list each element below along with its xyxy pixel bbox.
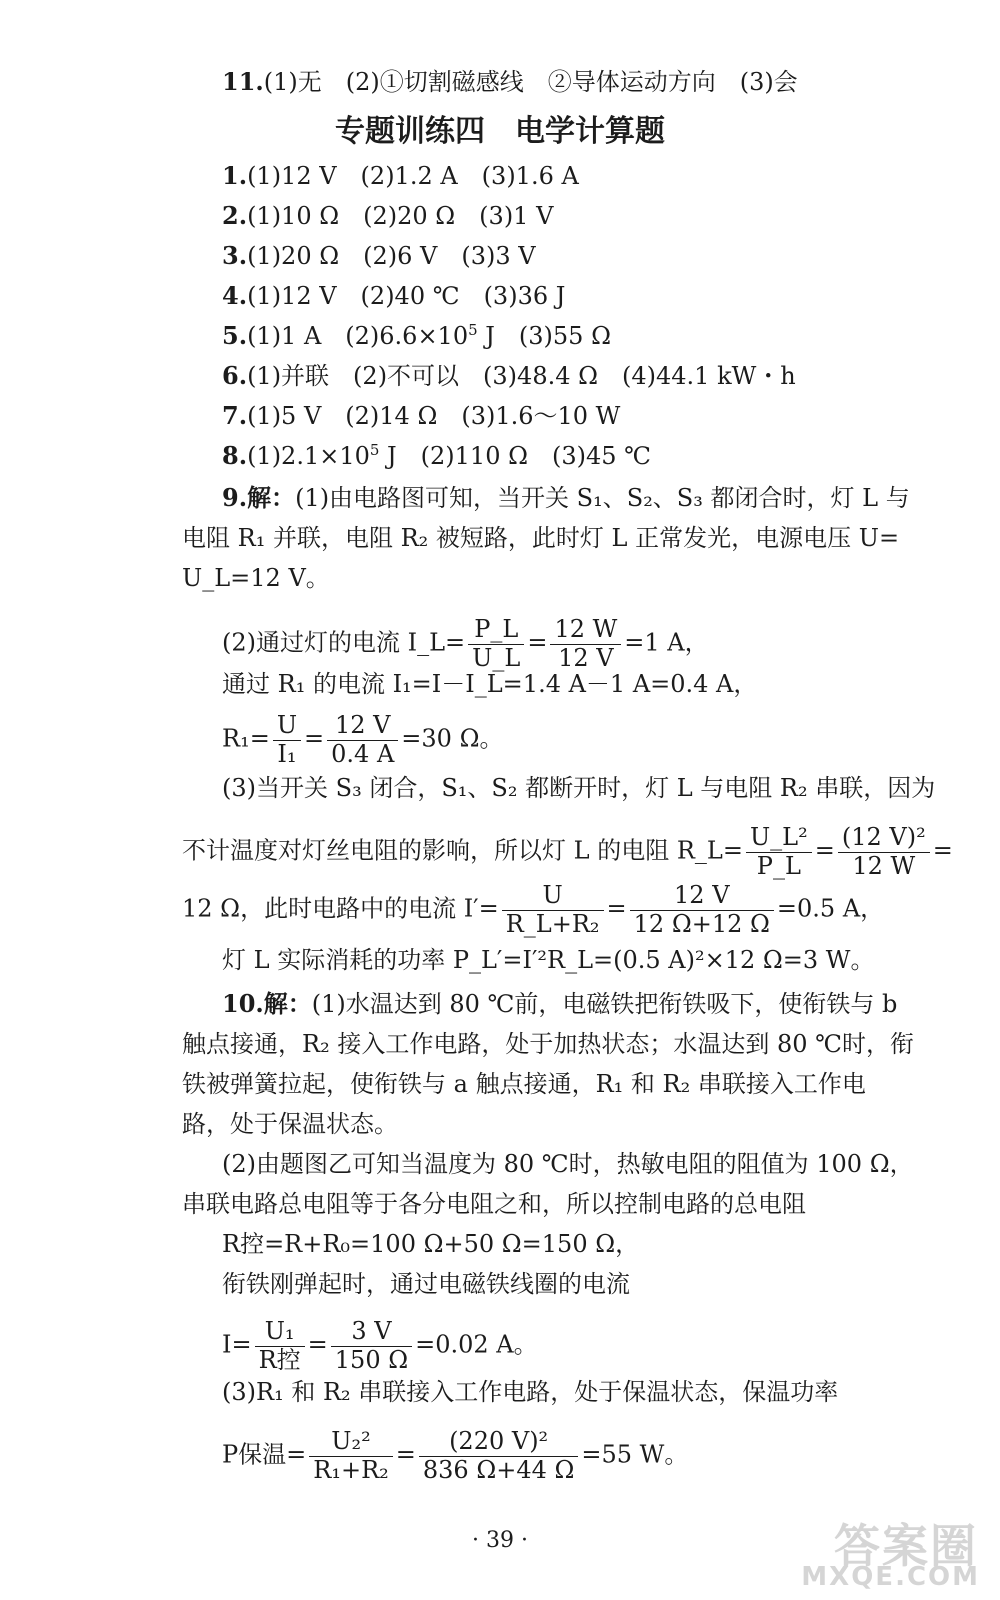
solution-10-line-3: 铁被弹簧拉起，使衔铁与 a 触点接通，R₁ 和 R₂ 串联接入工作电: [182, 1070, 866, 1098]
answer-number: 8.: [222, 441, 248, 470]
numerator: (12 V)²: [838, 824, 930, 853]
fraction: [327, 712, 398, 768]
answer-11: [222, 66, 798, 98]
equation-lead: 12 Ω，此时电路中的电流 I′=: [182, 894, 499, 923]
answer-text: (1)20 Ω (2)6 V (3)3 V: [247, 242, 536, 270]
solution-10-keep-warm-power: [222, 1428, 688, 1484]
answer-number: 11.: [222, 67, 264, 96]
answer-number: 4.: [222, 281, 248, 310]
solution-10-part3-line-1: (3)R₁ 和 R₂ 串联接入工作电路，处于保温状态，保温功率: [222, 1378, 839, 1406]
equals: =: [304, 724, 325, 753]
numerator: 12 V: [327, 712, 398, 741]
solution-9-line-1: [222, 482, 910, 514]
solution-9-lamp-resistance: [182, 824, 953, 880]
fraction: [331, 1318, 412, 1374]
solution-10-line-2: 触点接通，R₂ 接入工作电路，处于加热状态；水温达到 80 ℃时，衔: [182, 1030, 914, 1058]
solution-text: (1)由电路图可知，当开关 S₁、S₂、S₃ 都闭合时，灯 L 与: [295, 484, 910, 512]
denominator: 12 Ω+12 Ω: [633, 909, 770, 938]
answer-1: [222, 160, 579, 192]
fraction: [502, 882, 604, 938]
answer-5: [222, 320, 611, 352]
fraction: [550, 616, 621, 672]
answer-text: (1)5 V (2)14 Ω (3)1.6～10 W: [247, 402, 621, 430]
fraction: [255, 1318, 305, 1374]
answer-number: 5.: [222, 321, 248, 350]
solution-9-current-lamp: [222, 616, 709, 672]
watermark-text-bottom: MXQE.COM: [801, 1562, 980, 1592]
answer-number: 7.: [222, 401, 248, 430]
answer-4: [222, 280, 565, 312]
numerator: U: [273, 712, 301, 741]
denominator: 836 Ω+44 Ω: [422, 1455, 575, 1484]
answer-text-rest: J (2)110 Ω (3)45 ℃: [379, 442, 652, 470]
solution-10-line-4: 路，处于保温状态。: [182, 1110, 398, 1138]
exponent: 5: [468, 321, 478, 339]
equation-lead: R₁=: [222, 724, 270, 753]
equals: =: [527, 628, 548, 657]
answer-text: (1)无 (2)①切割磁感线 ②导体运动方向 (3)会: [263, 68, 798, 96]
answer-7: [222, 400, 620, 432]
solution-9-line-3: U_L=12 V。: [182, 564, 330, 592]
solution-10-part2-line-1: (2)由题图乙可知当温度为 80 ℃时，热敏电阻的阻值为 100 Ω，: [222, 1150, 914, 1178]
answer-3: [222, 240, 536, 272]
fraction: [630, 882, 774, 938]
answer-text: (1)12 V (2)40 ℃ (3)36 J: [247, 282, 566, 310]
answer-text: (1)并联 (2)不可以 (3)48.4 Ω (4)44.1 kW・h: [247, 362, 796, 390]
denominator: 150 Ω: [334, 1345, 409, 1374]
equation-lead: (2)通过灯的电流 I_L=: [222, 628, 466, 657]
fraction: [468, 616, 524, 672]
answer-text: (1)12 V (2)1.2 A (3)1.6 A: [247, 162, 579, 190]
numerator: P_L: [468, 616, 524, 645]
equals: =: [814, 836, 835, 865]
solution-9-current-r1: 通过 R₁ 的电流 I₁=I－I_L=1.4 A－1 A=0.4 A，: [222, 670, 758, 698]
fraction: [273, 712, 301, 768]
numerator: 12 V: [630, 882, 774, 911]
solution-label: 解：: [263, 989, 312, 1018]
answer-2: [222, 200, 553, 232]
solution-10-part2-line-4: 衔铁刚弹起时，通过电磁铁线圈的电流: [222, 1270, 630, 1298]
equation-result: =30 Ω。: [401, 724, 504, 753]
fraction: [309, 1428, 393, 1484]
section-title: 专题训练四 电学计算题: [335, 114, 665, 149]
denominator: P_L: [756, 851, 801, 880]
answer-8: [222, 440, 651, 472]
numerator: 3 V: [331, 1318, 412, 1347]
denominator: 12 W: [852, 851, 916, 880]
page-number: · 39 ·: [472, 1528, 528, 1553]
equation-result: =0.5 A，: [776, 894, 885, 923]
answer-text: (1)1 A (2)6.6×10: [247, 322, 469, 350]
denominator: U_L: [472, 643, 521, 672]
numerator: (220 V)²: [419, 1428, 579, 1457]
equation-result: =1 A，: [624, 628, 709, 657]
solution-9-resistance-r1: [222, 712, 503, 768]
answer-number: 1.: [222, 161, 248, 190]
watermark-text-top: 答案圈: [834, 1519, 978, 1573]
equation-lead: I=: [222, 1330, 252, 1359]
answer-6: [222, 360, 796, 392]
fraction: [838, 824, 930, 880]
denominator: R控: [258, 1345, 301, 1374]
numerator: 12 W: [550, 616, 621, 645]
solution-text: (1)水温达到 80 ℃前，电磁铁把衔铁吸下，使衔铁与 b: [311, 990, 898, 1018]
solution-9-part3-line-1: (3)当开关 S₃ 闭合，S₁、S₂ 都断开时，灯 L 与电阻 R₂ 串联，因为: [222, 774, 936, 802]
equation-result: =0.02 A。: [415, 1330, 538, 1359]
answer-text-rest: J (3)55 Ω: [477, 322, 611, 350]
equals: =: [307, 1330, 328, 1359]
answer-number: 3.: [222, 241, 248, 270]
numerator: U_L²: [746, 824, 812, 853]
fraction: [746, 824, 812, 880]
equation-lead: 不计温度对灯丝电阻的影响，所以灯 L 的电阻 R_L=: [182, 836, 743, 865]
answer-number: 2.: [222, 201, 248, 230]
solution-10-total-resistance: R控=R+R₀=100 Ω+50 Ω=150 Ω，: [222, 1230, 640, 1258]
equals: =: [395, 1440, 416, 1469]
solution-label: 解：: [247, 483, 296, 512]
denominator: 12 V: [558, 643, 614, 672]
denominator: R₁+R₂: [313, 1455, 389, 1484]
solution-10-line-1: [222, 988, 897, 1020]
solution-10-part2-line-2: 串联电路总电阻等于各分电阻之和，所以控制电路的总电阻: [182, 1190, 806, 1218]
numerator: U₁: [255, 1318, 305, 1347]
solution-9-circuit-current: [182, 882, 884, 938]
equation-result: =55 W。: [581, 1440, 689, 1469]
fraction: [419, 1428, 579, 1484]
solution-number: 10.: [222, 989, 264, 1018]
equation-lead: P保温=: [222, 1440, 307, 1469]
denominator: R_L+R₂: [505, 909, 600, 938]
answer-number: 6.: [222, 361, 248, 390]
solution-9-line-2: 电阻 R₁ 并联，电阻 R₂ 被短路，此时灯 L 正常发光，电源电压 U=: [182, 524, 900, 552]
solution-9-actual-power: 灯 L 实际消耗的功率 P_L′=I′²R_L=(0.5 A)²×12 Ω=3 W。: [222, 946, 875, 974]
denominator: 0.4 A: [331, 739, 395, 768]
exponent: 5: [369, 441, 380, 459]
numerator: U: [502, 882, 604, 911]
answer-text: (1)10 Ω (2)20 Ω (3)1 V: [247, 202, 554, 230]
answer-text: (1)2.1×10: [247, 442, 370, 470]
equation-result: =: [932, 836, 953, 865]
solution-number: 9.: [222, 483, 248, 512]
equals: =: [606, 894, 627, 923]
solution-10-coil-current: [222, 1318, 538, 1374]
numerator: U₂²: [309, 1428, 393, 1457]
watermark-logo: [801, 1510, 986, 1596]
denominator: I₁: [277, 739, 297, 768]
